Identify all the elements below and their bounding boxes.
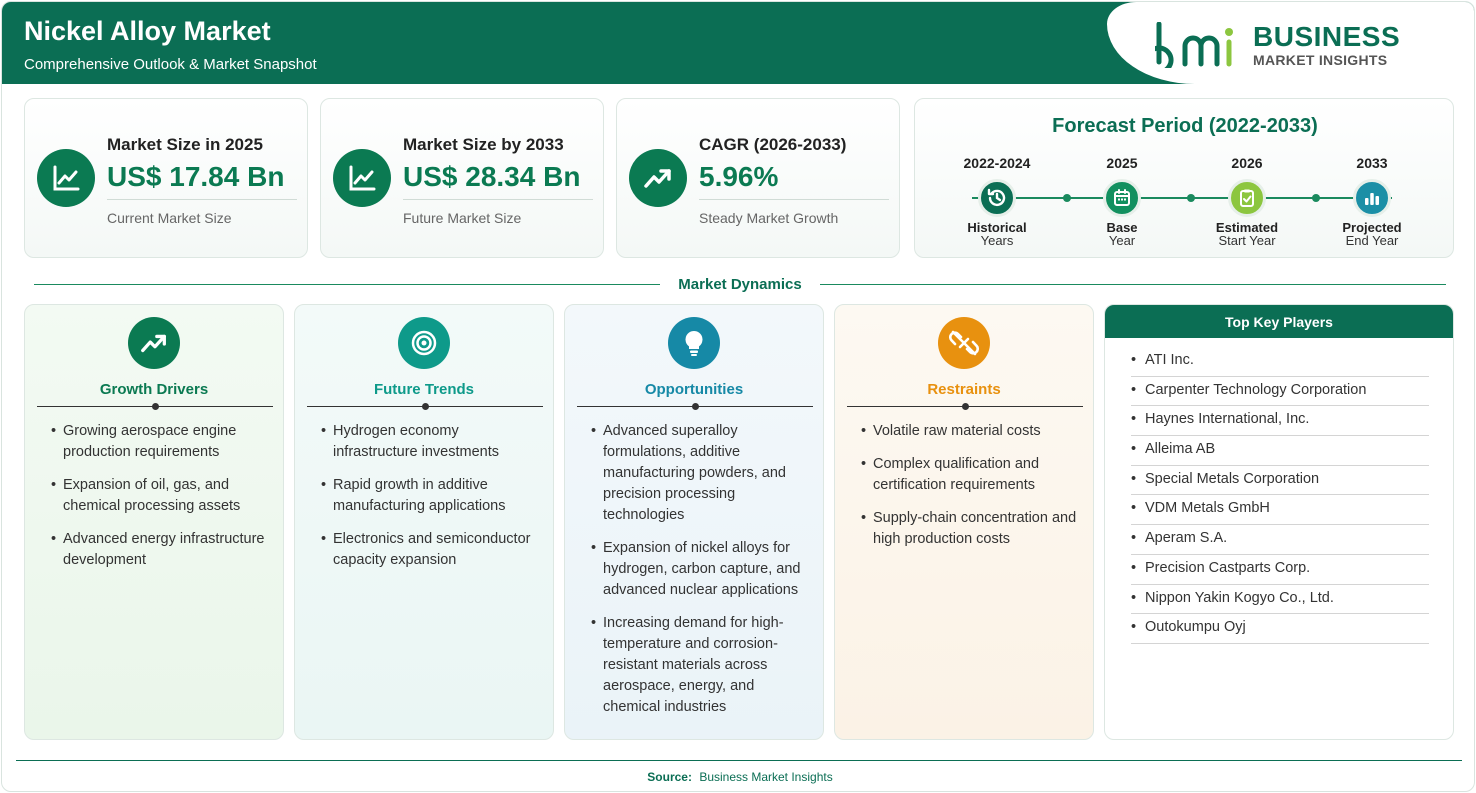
card-title: Future Trends bbox=[373, 381, 474, 398]
timeline-sublabel: Year bbox=[1108, 233, 1136, 248]
list-item: • Nippon Yakin Kogyo Co., Ltd. bbox=[1131, 585, 1429, 615]
source-note bbox=[2, 770, 1475, 784]
timeline-sublabel: Start Year bbox=[1218, 233, 1276, 248]
players-list bbox=[1131, 347, 1429, 644]
list-item: • Haynes International, Inc. bbox=[1131, 406, 1429, 436]
list-item: • Carpenter Technology Corporation bbox=[1131, 377, 1429, 407]
card-title: Growth Drivers bbox=[99, 381, 209, 398]
divider-dot bbox=[692, 403, 699, 410]
list-item: • Expansion of nickel alloys for hydrogen, carbon capture, and advanced nuclear applications bbox=[593, 538, 815, 601]
list-item: • Growing aerospace engine production requirements bbox=[53, 421, 275, 463]
list-item: • VDM Metals GmbH bbox=[1131, 495, 1429, 525]
list-item: • Complex qualification and certification requirements bbox=[863, 454, 1085, 496]
timeline-label: Historical bbox=[967, 220, 1027, 235]
stat-label: Market Size by 2033 bbox=[403, 135, 564, 154]
stat-label: CAGR (2026-2033) bbox=[699, 135, 847, 154]
list-item: • Volatile raw material costs bbox=[863, 421, 1085, 442]
stat-value: 5.96% bbox=[699, 161, 779, 192]
clipboard-check-icon bbox=[1228, 179, 1266, 217]
trend-up-icon bbox=[629, 149, 687, 207]
bmi-logo-icon bbox=[1155, 22, 1245, 68]
list-item: • Advanced energy infrastructure development bbox=[53, 529, 275, 571]
stat-card-cagr bbox=[616, 98, 900, 258]
stat-note: Future Market Size bbox=[403, 210, 522, 226]
timeline-label: Base bbox=[1106, 220, 1138, 235]
bar-chart-icon bbox=[1353, 179, 1391, 217]
timeline-step-historical bbox=[937, 155, 1057, 247]
timeline-year: 2025 bbox=[1106, 155, 1138, 171]
target-icon bbox=[398, 317, 450, 369]
source-value: Business Market Insights bbox=[699, 770, 833, 784]
logo-text-business: BUSINESS bbox=[1253, 21, 1401, 52]
top-key-players-card bbox=[1104, 304, 1454, 740]
trend-up-icon bbox=[128, 317, 180, 369]
list-item: • Increasing demand for high-temperature and corrosion-resistant materials across aerospace, energy, and chemical industries bbox=[593, 613, 815, 718]
stat-value: US$ 28.34 Bn bbox=[403, 161, 581, 192]
source-label: Source: bbox=[647, 770, 692, 784]
history-icon bbox=[978, 179, 1016, 217]
list-item: • Precision Castparts Corp. bbox=[1131, 555, 1429, 585]
dynamics-card-opportunities bbox=[564, 304, 824, 740]
stat-card-market-size-2033 bbox=[320, 98, 604, 258]
list-item: • Electronics and semiconductor capacity expansion bbox=[323, 529, 545, 571]
list-item: • ATI Inc. bbox=[1131, 347, 1429, 377]
stat-value: US$ 17.84 Bn bbox=[107, 161, 285, 192]
line-chart-icon bbox=[37, 149, 95, 207]
lightbulb-icon bbox=[668, 317, 720, 369]
list-item: • Rapid growth in additive manufacturing applications bbox=[323, 475, 545, 517]
forecast-title: Forecast Period (2022-2033) bbox=[1052, 115, 1318, 137]
header-banner bbox=[2, 2, 1475, 84]
footer-divider bbox=[16, 760, 1462, 761]
players-title: Top Key Players bbox=[1105, 305, 1453, 338]
bullet-list bbox=[863, 421, 1085, 562]
list-item: • Hydrogen economy infrastructure investments bbox=[323, 421, 545, 463]
line-chart-icon bbox=[333, 149, 391, 207]
timeline-step-estimated bbox=[1187, 155, 1307, 247]
timeline-label: Estimated bbox=[1215, 220, 1279, 235]
infographic-frame bbox=[1, 1, 1475, 792]
list-item: • Advanced superalloy formulations, additive manufacturing powders, and precision processing technologies bbox=[593, 421, 815, 526]
logo bbox=[1107, 2, 1475, 84]
divider bbox=[699, 199, 889, 200]
divider-dot bbox=[152, 403, 159, 410]
timeline-label: Projected bbox=[1342, 220, 1402, 235]
page-title: Nickel Alloy Market bbox=[24, 16, 271, 46]
timeline-step-base bbox=[1062, 155, 1182, 247]
divider-dot bbox=[962, 403, 969, 410]
divider bbox=[403, 199, 593, 200]
card-title: Restraints bbox=[927, 381, 1001, 398]
broken-link-icon bbox=[938, 317, 990, 369]
forecast-period-card bbox=[914, 98, 1454, 258]
divider-dot bbox=[422, 403, 429, 410]
dynamics-card-future-trends bbox=[294, 304, 554, 740]
list-item: • Aperam S.A. bbox=[1131, 525, 1429, 555]
logo-text-market-insights: MARKET INSIGHTS bbox=[1253, 52, 1388, 68]
list-item: • Alleima AB bbox=[1131, 436, 1429, 466]
card-title: Opportunities bbox=[644, 381, 744, 398]
timeline-sublabel: Years bbox=[980, 233, 1014, 248]
stat-label: Market Size in 2025 bbox=[107, 135, 263, 154]
bullet-list bbox=[593, 421, 815, 730]
dynamics-card-growth-drivers bbox=[24, 304, 284, 740]
stat-card-market-size-2025 bbox=[24, 98, 308, 258]
bullet-list bbox=[53, 421, 275, 583]
stat-note: Steady Market Growth bbox=[699, 210, 839, 226]
dynamics-card-restraints bbox=[834, 304, 1094, 740]
page-subtitle: Comprehensive Outlook & Market Snapshot bbox=[24, 56, 317, 73]
stat-note: Current Market Size bbox=[107, 210, 232, 226]
timeline-sublabel: End Year bbox=[1345, 233, 1399, 248]
timeline-year: 2026 bbox=[1231, 155, 1263, 171]
list-item: • Supply-chain concentration and high production costs bbox=[863, 508, 1085, 550]
list-item: • Expansion of oil, gas, and chemical processing assets bbox=[53, 475, 275, 517]
bullet-list bbox=[323, 421, 545, 583]
timeline-year: 2033 bbox=[1356, 155, 1388, 171]
list-item: • Special Metals Corporation bbox=[1131, 466, 1429, 496]
section-title-market-dynamics: Market Dynamics bbox=[678, 276, 802, 293]
timeline-step-projected bbox=[1312, 155, 1432, 247]
list-item: • Outokumpu Oyj bbox=[1131, 614, 1429, 644]
timeline-year: 2022-2024 bbox=[963, 155, 1031, 171]
divider bbox=[107, 199, 297, 200]
calendar-icon bbox=[1103, 179, 1141, 217]
